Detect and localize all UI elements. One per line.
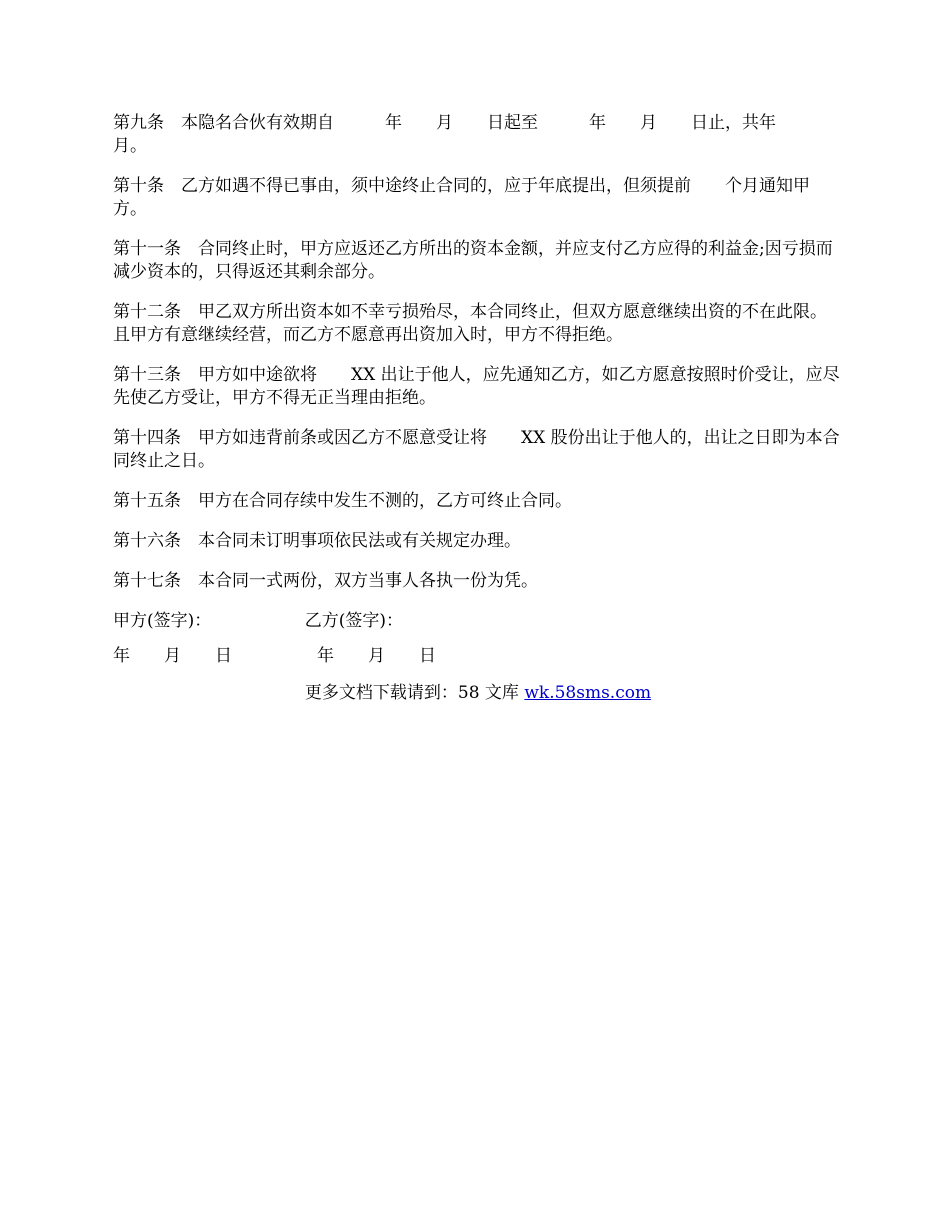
article-14: 第十四条 甲方如违背前条或因乙方不愿意受让将 XX 股份出让于他人的，出让之日即为本合同终止之日。 — [113, 428, 840, 471]
article-15: 第十五条 甲方在合同存续中发生不测的，乙方可终止合同。 — [113, 491, 572, 511]
article-17: 第十七条 本合同一式两份，双方当事人各执一份为凭。 — [113, 571, 538, 591]
footer-link[interactable]: wk.58sms.com — [524, 683, 652, 703]
article-16: 第十六条 本合同未订明事项依民法或有关规定办理。 — [113, 531, 521, 551]
article-10: 第十条 乙方如遇不得已事由，须中途终止合同的，应于年底提出，但须提前 个月通知甲方。 — [113, 176, 810, 219]
article-13: 第十三条 甲方如中途欲将 XX 出让于他人，应先通知乙方，如乙方愿意按照时价受让，应尽先使乙方受让，甲方不得无正当理由拒绝。 — [113, 365, 840, 408]
signature-date-line: 年 月 日 年 月 日 — [113, 646, 436, 666]
document-page — [113, 112, 843, 705]
article-12: 第十二条 甲乙双方所出资本如不幸亏损殆尽，本合同终止，但双方愿意继续出资的不在此限。且甲方有意继续经营，而乙方不愿意再出资加入时，甲方不得拒绝。 — [113, 302, 827, 345]
article-9: 第九条 本隐名合伙有效期自 年 月 日起至 年 月 日止，共年 月。 — [113, 113, 810, 156]
signature-line: 甲方(签字)： 乙方(签字)： — [113, 611, 404, 631]
footer-text: 更多文档下载请到：58 文库 — [304, 683, 525, 703]
footer — [113, 682, 843, 705]
article-11: 第十一条 合同终止时，甲方应返还乙方所出的资本金额，并应支付乙方应得的利益金;因亏损而减少资本的，只得返还其剩余部分。 — [113, 239, 833, 282]
